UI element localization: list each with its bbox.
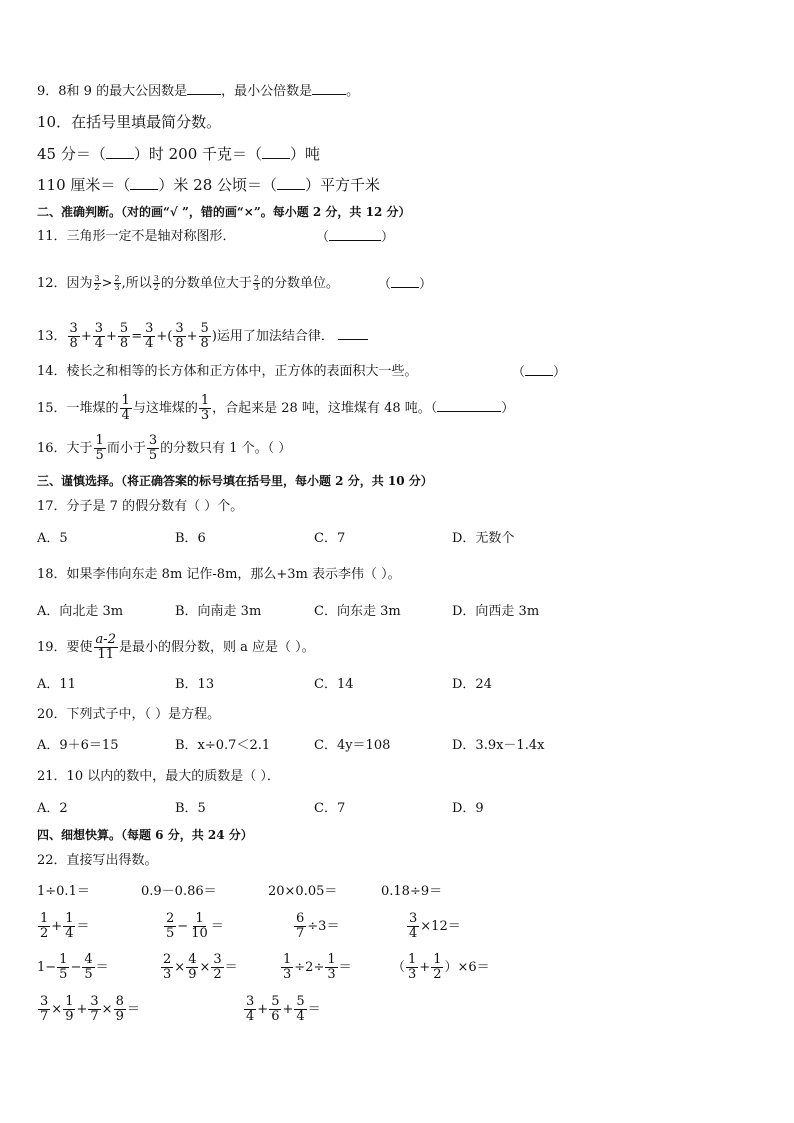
answer-blank[interactable] [262, 146, 290, 159]
calc-expression: $\frac{1}{3}$ ÷2÷ $\frac{1}{3}$ ＝ [283, 952, 352, 982]
question-14 [37, 363, 418, 381]
option-c[interactable]: C．14 [314, 677, 354, 692]
calc-expression: 1− $\frac{1}{5}$ − $\frac{4}{5}$ ＝ [37, 952, 109, 982]
calc-expression: $\frac{3}{4}$ + $\frac{5}{6}$ + $\frac{5}{4}$ ＝ [246, 994, 321, 1024]
question-10-title: 10．在括号里填最简分数。 [37, 113, 222, 131]
answer-blank[interactable] [525, 363, 553, 376]
question-21: 21．10 以内的数中，最大的质数是（ ）． [37, 769, 280, 784]
option-c[interactable]: C．7 [314, 531, 346, 546]
question-15 [37, 392, 514, 426]
fraction: $\frac{1}{4}$ [121, 393, 130, 423]
fraction: $\frac{5}{8}$ [119, 321, 129, 351]
option-a[interactable]: A．5 [37, 531, 68, 546]
q13-text: )运用了加法结合律． [211, 329, 334, 344]
option-b[interactable]: B．13 [175, 677, 215, 692]
q12-text: ,所以 [121, 276, 152, 291]
q12-text: 的分数单位大于 [160, 276, 252, 291]
answer-blank[interactable] [338, 327, 368, 340]
option-d[interactable]: D．9 [452, 801, 484, 816]
option-a[interactable]: A．向北走 3m [37, 604, 124, 619]
section-2-heading: 二、准确判断。（对的画“√ ”，错的画“×”。每小题 2 分，共 12 分） [37, 205, 411, 219]
q10-text: ）时 200 千克＝（ [133, 145, 263, 163]
q14-answer-bracket[interactable] [512, 363, 566, 382]
option-d[interactable]: D．3.9x－1.4x [452, 738, 545, 753]
option-c[interactable]: C．4y＝108 [314, 738, 391, 753]
q11-text: 11．三角形一定不是轴对称图形． [37, 229, 236, 244]
answer-blank[interactable] [312, 82, 346, 95]
question-9 [37, 82, 359, 101]
fraction: $\frac{3}{8}$ [69, 321, 78, 351]
q16-text: 而小于 [106, 441, 146, 456]
calc-expression: $\frac{6}{7}$ ÷3＝ [296, 911, 340, 941]
option-b[interactable]: B．6 [175, 531, 206, 546]
bracket-close: ） [553, 365, 567, 380]
q10-text: 45 分＝（ [37, 145, 106, 163]
q19-text: 19．要使 [37, 640, 93, 655]
q9-text-b: ，最小公倍数是 [221, 84, 313, 99]
calc-expression: $\frac{3}{7}$ × $\frac{1}{9}$ + $\frac{3}{7}$ × $\frac{8}{9}$ ＝ [40, 994, 140, 1024]
answer-blank[interactable] [130, 177, 158, 190]
q11-answer-bracket[interactable] [316, 228, 394, 247]
question-13: 13． $\frac{3}{8}$ + $\frac{3}{4}$ + $\frac{5}{8}$ = $\frac{3}{4}$ +( $\frac{3}{8}$ + $\frac{5}{8}$ )运用了加法结合律． [37, 320, 368, 354]
option-b[interactable]: B．向南走 3m [175, 604, 262, 619]
question-20: 20．下列式子中，（ ）是方程。 [37, 707, 221, 722]
calc-expression: $\frac{3}{4}$ ×12＝ [409, 911, 461, 941]
q15-text: 与这堆煤的 [132, 401, 198, 416]
q9-text-a: 9．8和 9 的最大公因数是 [37, 84, 188, 99]
q10-text: ）平方千米 [305, 176, 381, 194]
fraction: $\frac{5}{8}$ [200, 321, 209, 351]
answer-blank[interactable] [277, 177, 305, 190]
q15-text: 15．一堆煤的 [37, 401, 119, 416]
bracket-open: （ [512, 365, 526, 380]
question-11 [37, 228, 236, 246]
calc-expression: $\frac{2}{5}$ − $\frac{1}{10}$ ＝ [166, 911, 224, 941]
question-17: 17．分子是 7 的假分数有（ ）个。 [37, 499, 244, 514]
fraction: $\frac{3}{5}$ [148, 433, 158, 463]
option-d[interactable]: D．向西走 3m [452, 604, 540, 619]
fraction: $\frac{a-2}{11}$ [95, 632, 116, 662]
question-10-line-1 [37, 145, 320, 163]
answer-blank[interactable] [106, 146, 134, 159]
option-a[interactable]: A．11 [37, 677, 76, 692]
fraction: $\frac{2}{3}$ [253, 274, 259, 292]
question-18: 18．如果李伟向东走 8m 记作-8m，那么+3m 表示李伟（ ）。 [37, 567, 401, 582]
bracket-close: ） [501, 401, 515, 416]
fraction: $\frac{3}{4}$ [94, 321, 104, 351]
question-10-line-2 [37, 176, 380, 194]
question-12 [37, 275, 339, 293]
calc-expression: 1÷0.1＝ [37, 884, 90, 899]
q14-text: 14．棱长之和相等的长方体和正方体中，正方体的表面积大一些。 [37, 364, 418, 379]
fraction: $\frac{3}{8}$ [175, 321, 184, 351]
q19-text: 是最小的假分数，则 a 应是（ ）。 [118, 640, 315, 655]
question-16 [37, 432, 291, 466]
q13-text: 13． [37, 329, 67, 344]
q12-answer-bracket[interactable] [378, 275, 432, 294]
calc-expression: $\frac{1}{2}$ + $\frac{1}{4}$ ＝ [40, 911, 90, 941]
bracket-close: ） [419, 277, 433, 292]
option-c[interactable]: C．向东走 3m [314, 604, 401, 619]
bracket-close: ） [381, 230, 395, 245]
option-a[interactable]: A．9＋6＝15 [37, 738, 119, 753]
q10-text: ）吨 [290, 145, 321, 163]
answer-blank[interactable] [187, 82, 221, 95]
question-22-title: 22．直接写出得数。 [37, 853, 158, 868]
q9-text-c: 。 [346, 84, 360, 99]
option-b[interactable]: B．x÷0.7＜2.1 [175, 738, 271, 753]
bracket-open: （ [378, 277, 392, 292]
q10-text: ）米 28 公顷＝（ [158, 176, 278, 194]
calc-expression: 20×0.05＝ [268, 884, 338, 899]
q16-text: 的分数只有 1 个。（ ） [160, 441, 292, 456]
fraction: $\frac{3}{2}$ [153, 274, 159, 292]
bracket-open: （ [316, 230, 330, 245]
answer-blank[interactable] [391, 275, 419, 288]
option-d[interactable]: D．24 [452, 677, 492, 692]
fraction: $\frac{1}{3}$ [200, 393, 210, 423]
answer-blank[interactable] [437, 399, 501, 412]
option-c[interactable]: C．7 [314, 801, 346, 816]
q12-text: 的分数单位。 [260, 276, 339, 291]
answer-blank[interactable] [329, 228, 381, 241]
option-a[interactable]: A．2 [37, 801, 68, 816]
fraction: $\frac{1}{5}$ [95, 433, 104, 463]
fraction: $\frac{3}{2}$ [94, 274, 100, 292]
section-3-heading: 三、谨慎选择。（将正确答案的标号填在括号里，每小题 2 分，共 10 分） [37, 474, 433, 488]
option-d[interactable]: D．无数个 [452, 531, 515, 546]
q10-text: 110 厘米＝（ [37, 176, 131, 194]
calc-expression: （ $\frac{1}{3}$ + $\frac{1}{2}$ ）×6＝ [392, 952, 490, 982]
fraction: $\frac{3}{4}$ [145, 321, 154, 351]
q15-text: ，合起来是 28 吨，这堆煤有 48 吨。（ [212, 401, 438, 416]
fraction: $\frac{2}{3}$ [114, 274, 120, 292]
calc-expression: 0.18÷9＝ [381, 884, 443, 899]
option-b[interactable]: B．5 [175, 801, 206, 816]
q12-text: > [101, 276, 113, 291]
q16-text: 16．大于 [37, 441, 93, 456]
question-19 [37, 631, 315, 665]
calc-expression: 0.9－0.86＝ [141, 884, 217, 899]
q12-text: 12．因为 [37, 276, 93, 291]
calc-expression: $\frac{2}{3}$ × $\frac{4}{9}$ × $\frac{3}{2}$ ＝ [163, 952, 238, 982]
section-4-heading: 四、细想快算。（每题 6 分，共 24 分） [37, 828, 253, 842]
